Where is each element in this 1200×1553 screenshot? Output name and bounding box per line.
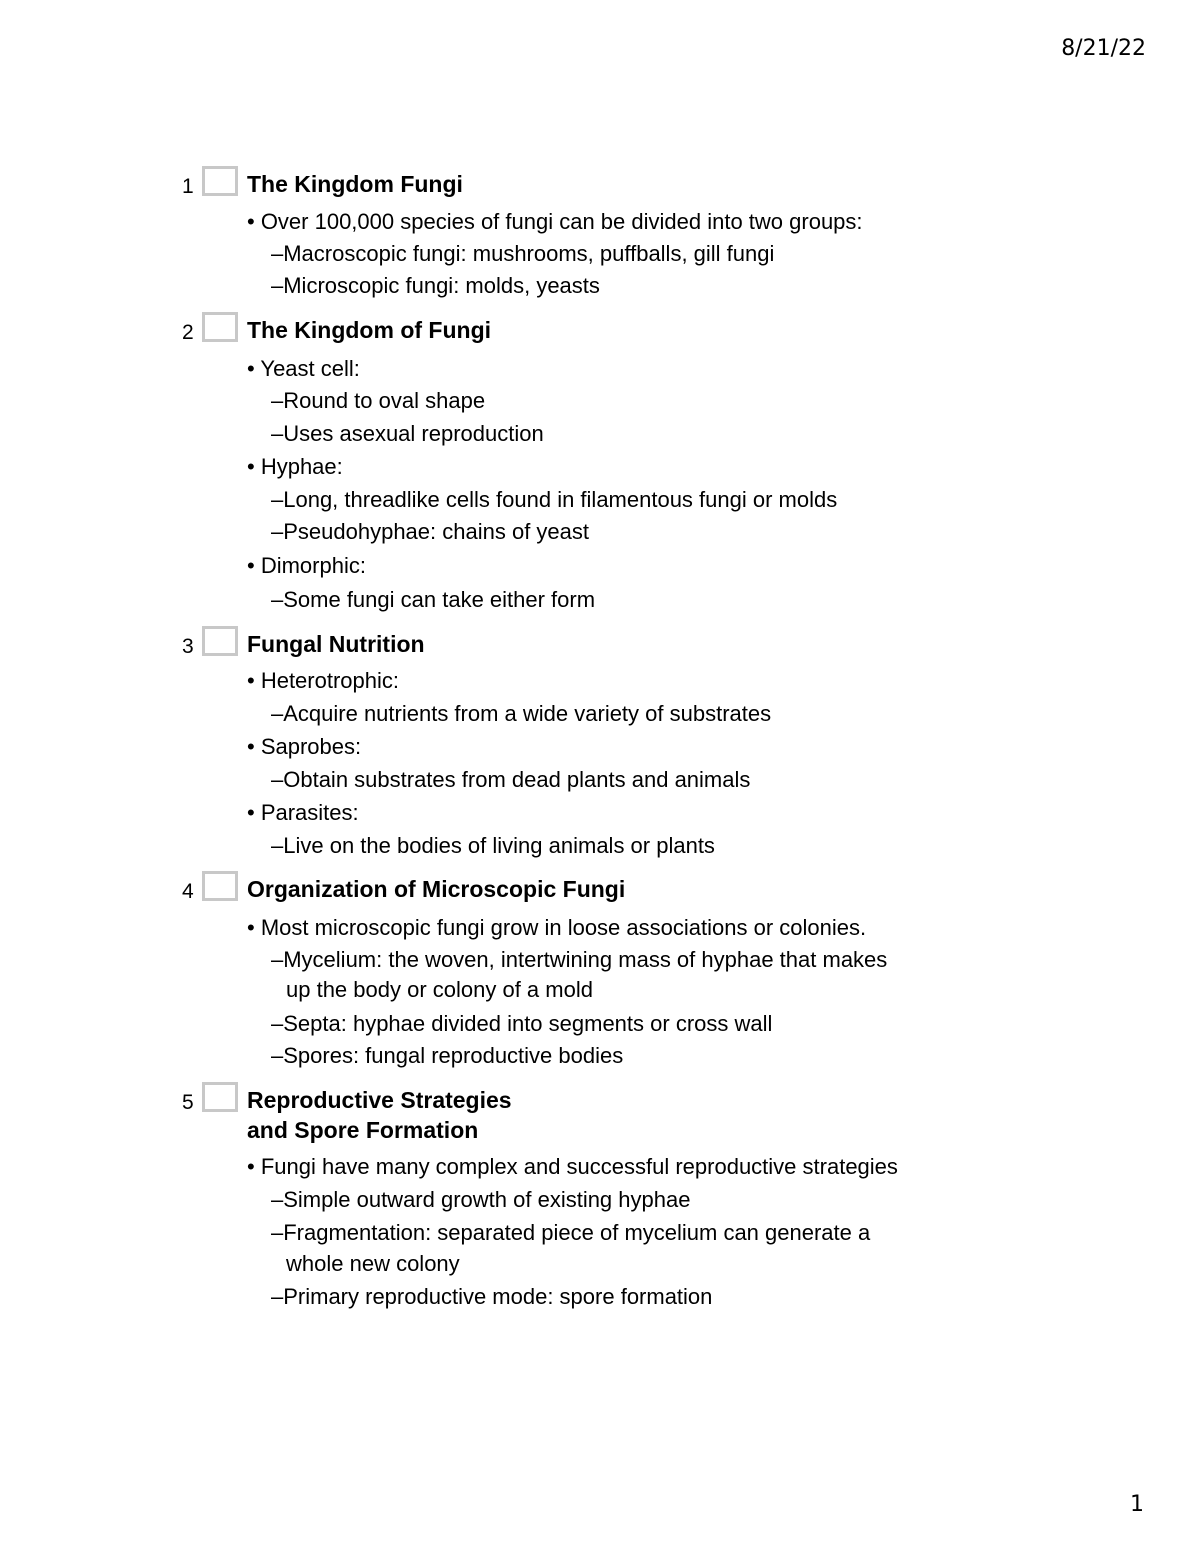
sub-bullet-item: –Long, threadlike cells found in filamentous fungi or molds: [271, 487, 838, 512]
sub-bullet-item: –Septa: hyphae divided into segments or cross wall: [271, 1011, 773, 1036]
bullet-item: • Over 100,000 species of fungi can be divided into two groups:: [247, 209, 863, 234]
slide-thumbnail[interactable]: [202, 1082, 238, 1112]
bullet-item: • Fungi have many complex and successful reproductive strategies: [247, 1154, 898, 1179]
sub-bullet-item: –Uses asexual reproduction: [271, 421, 544, 446]
slide-thumbnail[interactable]: [202, 871, 238, 901]
slide-title-line-1: Reproductive Strategies: [247, 1087, 512, 1113]
slide-title: Fungal Nutrition: [247, 631, 425, 657]
sub-bullet-item: –Obtain substrates from dead plants and animals: [271, 767, 751, 792]
sub-bullet-item: –Spores: fungal reproductive bodies: [271, 1043, 624, 1068]
sub-bullet-item: –Simple outward growth of existing hyphae: [271, 1187, 691, 1212]
bullet-item: • Hyphae:: [247, 454, 343, 479]
slide-number: 4: [182, 880, 194, 903]
slide-thumbnail[interactable]: [202, 166, 238, 196]
bullet-item: • Yeast cell:: [247, 356, 360, 381]
sub-bullet-continuation: whole new colony: [286, 1251, 460, 1276]
sub-bullet-item: –Live on the bodies of living animals or plants: [271, 833, 715, 858]
slide-number: 3: [182, 635, 194, 658]
slide-title: [247, 1085, 512, 1145]
bullet-item: • Heterotrophic:: [247, 668, 399, 693]
slide-title: The Kingdom Fungi: [247, 171, 463, 197]
sub-bullet-item: –Primary reproductive mode: spore formation: [271, 1284, 713, 1309]
sub-bullet-item: –Macroscopic fungi: mushrooms, puffballs, gill fungi: [271, 241, 775, 266]
bullet-item: • Parasites:: [247, 800, 359, 825]
sub-bullet-item: –Some fungi can take either form: [271, 587, 596, 612]
slide-title-line-2: and Spore Formation: [247, 1117, 479, 1143]
slide-title: Organization of Microscopic Fungi: [247, 876, 626, 902]
sub-bullet-item: –Pseudohyphae: chains of yeast: [271, 519, 590, 544]
slide-thumbnail[interactable]: [202, 312, 238, 342]
slide-thumbnail[interactable]: [202, 626, 238, 656]
sub-bullet-item: –Mycelium: the woven, intertwining mass of hyphae that makes: [271, 947, 888, 972]
page-number: 1: [1130, 1492, 1144, 1517]
bullet-item: • Dimorphic:: [247, 553, 366, 578]
date-header: 8/21/22: [1061, 36, 1146, 61]
slide-number: 1: [182, 175, 194, 198]
slide-number: 5: [182, 1091, 194, 1114]
slide-title: The Kingdom of Fungi: [247, 317, 492, 343]
sub-bullet-item: –Fragmentation: separated piece of mycelium can generate a: [271, 1220, 871, 1245]
slide-number: 2: [182, 321, 194, 344]
bullet-item: • Most microscopic fungi grow in loose associations or colonies.: [247, 915, 867, 940]
bullet-item: • Saprobes:: [247, 734, 362, 759]
sub-bullet-continuation: up the body or colony of a mold: [286, 977, 593, 1002]
sub-bullet-item: –Microscopic fungi: molds, yeasts: [271, 273, 600, 298]
sub-bullet-item: –Acquire nutrients from a wide variety of substrates: [271, 701, 772, 726]
sub-bullet-item: –Round to oval shape: [271, 388, 486, 413]
